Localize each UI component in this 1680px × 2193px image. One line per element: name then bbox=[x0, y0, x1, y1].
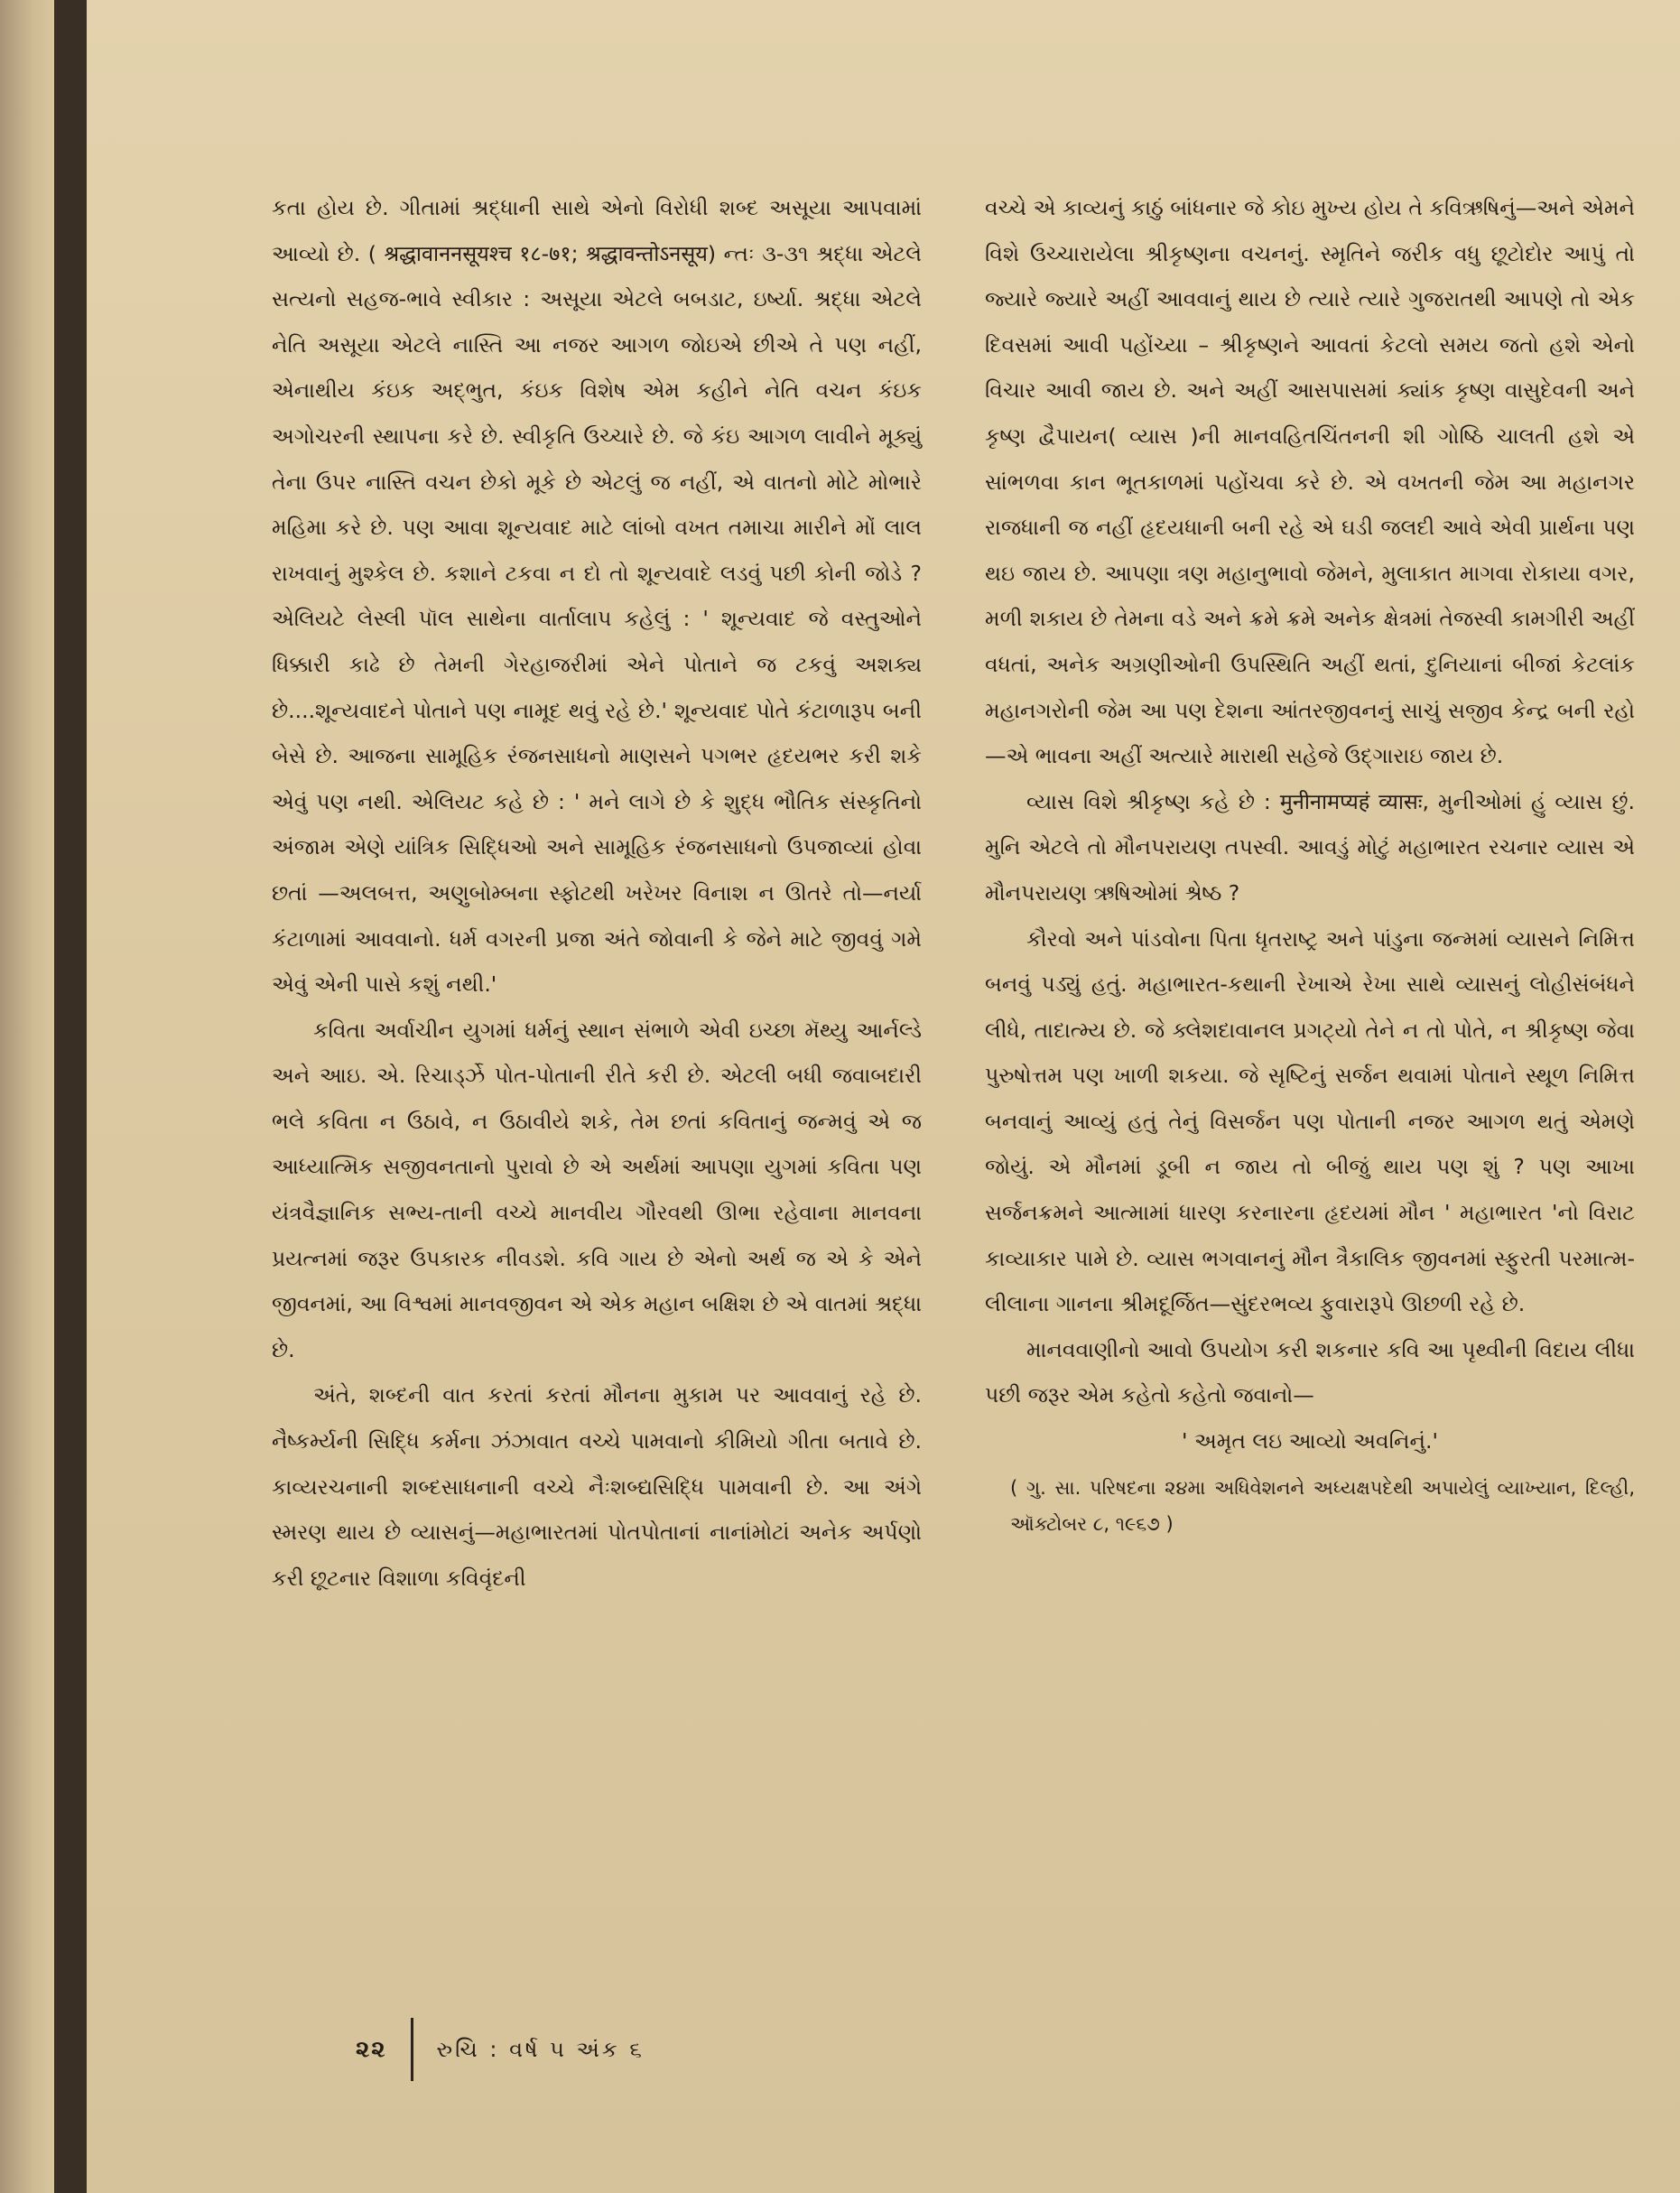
page-edge bbox=[0, 0, 54, 2193]
closing-quote: ' અમૃત લઇ આવ્યો અવનિનું.' bbox=[1182, 1428, 1438, 1454]
left-column bbox=[272, 185, 922, 1601]
paragraph: માનવવાણીનો આવો ઉપયોગ કરી શકનાર કવિ આ પૃથ્વીની વિદાય લીધા પછી જરૂર એમ કહેતો કહેતો જવાનો— bbox=[985, 1336, 1635, 1408]
journal-title: રુચિ : વર્ષ ૫ અંક ૬ bbox=[436, 2037, 645, 2062]
paragraph: કવિતા અર્વાચીન યુગમાં ધર્મનું સ્થાન સંભાળે એવી ઇચ્છા મૅથ્યુ આર્નલ્ડે અને આઇ. એ. રિચાર્ડ્ઝે પોત-પોતાની રીતે કરી છે. એટલી બધી જવાબદારી ભલે કવિતા ન ઉઠાવે, ન ઉઠાવીયે શકે, તેમ છતાં કવિતાનું જન્મવું એ જ આધ્યાત્મિક સજીવનતાનો પુરાવો છે એ અર્થમાં આપણા યુગમાં કવિતા પણ યંત્રવૈજ્ઞાનિક સભ્ય-તાની વચ્ચે માનવીય ગૌરવથી ઊભા રહેવાના માનવના પ્રયત્નમાં જરૂર ઉપકારક નીવડશે. કવિ ગાય છે એનો અર્થ જ એ કે એને જીવનમાં, આ વિશ્વમાં માનવજીવન એ એક મહાન બક્ષિશ છે એ વાતમાં શ્રદ્ધા છે. bbox=[272, 1017, 922, 1362]
paragraph: કૌરવો અને પાંડવોના પિતા ધૃતરાષ્ટ્ર અને પાંડુના જન્મમાં વ્યાસને નિમિત્ત બનવું પડ્યું હતું. મહાભારત-કથાની રેખાએ રેખા સાથે વ્યાસનું લોહીસંબંધને લીધે, તાદાત્મ્ય છે. જે ક્લેશદાવાનલ પ્રગટ્યો તેને ન તો પોતે, ન શ્રીકૃષ્ણ જેવા પુરુષોત્તમ પણ ખાળી શકયા. જે સૃષ્ટિનું સર્જન થવામાં પોતાને સ્થૂળ નિમિત્ત બનવાનું આવ્યું હતું તેનું વિસર્જન પણ પોતાની નજર આગળ થતું એમણે જોયું. એ મૌનમાં ડૂબી ન જાય તો બીજું થાય પણ શું ? પણ આખા સર્જનક્રમને આત્મામાં ધારણ કરનારના હૃદયમાં મૌન ' મહાભારત 'નો વિરાટ કાવ્યાકાર પામે છે. વ્યાસ ભગવાનનું મૌન ત્રૈકાલિક જીવનમાં સ્ફુરતી પરમાત્મ-લીલાના ગાનના શ્રીમદૂર્જિત—સુંદરભવ્ય ફુવારારૂપે ઊછળી રહે છે. bbox=[985, 925, 1635, 1317]
paragraph: કતા હોય છે. ગીતામાં શ્રદ્ધાની સાથે એનો વિરોધી શબ્દ અસૂયા આપવામાં આવ્યો છે. ( श्रद्धावाननसूयश्च १८-७१; श्रद्धावन्तोऽनसूय) ન્તઃ ૩-૩૧ શ્રદ્ધા એટલે સત્યનો સહજ-ભાવે સ્વીકાર : અસૂયા એટલે બબડાટ, ઇર્ષ્યા. શ્રદ્ધા એટલે નેતિ અસૂયા એટલે નાસ્તિ આ નજર આગળ જોઇએ છીએ તે પણ નહીં, એનાથીય કંઇક અદ્ભુત, કંઇક વિશેષ એમ કહીને નેતિ વચન કંઇક અગોચરની સ્થાપના કરે છે. સ્વીકૃતિ ઉચ્ચારે છે. જે કંઇ આગળ લાવીને મૂક્યું તેના ઉપર નાસ્તિ વચન છેકો મૂકે છે એટલું જ નહીં, એ વાતનો મોટે મોભારે મહિમા કરે છે. પણ આવા શૂન્યવાદ માટે લાંબો વખત તમાચા મારીને મોં લાલ રાખવાનું મુશ્કેલ છે. કશાને ટકવા ન દો તો શૂન્યવાદે લડવું પછી કોની જોડે ? એલિયટે લેસ્લી પૉલ સાથેના વાર્તાલાપ કહેલું : ' શૂન્યવાદ જે વસ્તુઓને ધિક્કારી કાઢે છે તેમની ગેરહાજરીમાં એને પોતાને જ ટકવું અશક્ય છે....શૂન્યવાદને પોતાને પણ નામૂદ થવું રહે છે.' શૂન્યવાદ પોતે કંટાળારૂપ બની બેસે છે. આજના સામૂહિક રંજનસાધનો માણસને પગભર હૃદયભર કરી શકે એવું પણ નથી. એલિયટ કહે છે : ' મને લાગે છે કે શુદ્ધ ભૌતિક સંસ્કૃતિનો અંજામ એણે યાંત્રિક સિદ્ધિઓ અને સામૂહિક રંજનસાધનો ઉપજાવ્યાં હોવા છતાં —અલબત્ત, અણુબોમ્બના સ્ફોટથી ખરેખર વિનાશ ન ઊતરે તો—નર્યા કંટાળામાં આવવાનો. ધર્મ વગરની પ્રજા અંતે જોવાની કે જેને માટે જીવવું ગમે એવું એની પાસે કશું નથી.' bbox=[272, 195, 922, 998]
paragraph: વચ્ચે એ કાવ્યનું કાઠું બાંધનાર જે કોઇ મુખ્ય હોય તે કવિઋષિનું—અને એમને વિશે ઉચ્ચારાયેલા શ્રીકૃષ્ણના વચનનું. સ્મૃતિને જરીક વધુ છૂટોદોર આપું તો જ્યારે જ્યારે અહીં આવવાનું થાય છે ત્યારે ત્યારે ગુજરાતથી આપણે તો એક દિવસમાં આવી પહોંચ્યા – શ્રીકૃષ્ણને આવતાં કેટલો સમય જતો હશે એનો વિચાર આવી જાય છે. અને અહીં આસપાસમાં ક્યાંક કૃષ્ણ વાસુદેવની અને કૃષ્ણ દ્વૈપાયન( વ્યાસ )ની માનવહિતચિંતનની શી ગોષ્ઠિ ચાલતી હશે એ સાંભળવા કાન ભૂતકાળમાં પહોંચવા કરે છે. એ વખતની જેમ આ મહાનગર રાજધાની જ નહીં હૃદયધાની બની રહે એ ઘડી જલદી આવે એવી પ્રાર્થના પણ થઇ જાય છે. આપણા ત્રણ મહાનુભાવો જેમને, મુલાકાત માગવા રોકાયા વગર, મળી શકાય છે તેમના વડે અને ક્રમે ક્રમે અનેક ક્ષેત્રમાં તેજસ્વી કામગીરી અહીં વધતાં, અનેક અગ્રણીઓની ઉપસ્થિતિ અહીં થતાં, દુનિયાનાં બીજાં કેટલાંક મહાનગરોની જેમ આ પણ દેશના આંતરજીવનનું સાચું સજીવ કેન્દ્ર બની રહો—એ ભાવના અહીં અત્યારે મારાથી સહેજે ઉદ્ગારાઇ જાય છે. bbox=[985, 195, 1635, 769]
page-number: ૨૨ bbox=[356, 2035, 387, 2063]
footer-divider bbox=[411, 2018, 413, 2081]
paragraph: અંતે, શબ્દની વાત કરતાં કરતાં મૌનના મુકામ પર આવવાનું રહે છે. નૈષ્કર્મ્યની સિદ્ધિ કર્મના ઝંઝાવાત વચ્ચે પામવાનો કીમિયો ગીતા બતાવે છે. કાવ્યરચનાની શબ્દસાધનાની વચ્ચે નૈઃશબ્દ્યસિદ્ધિ પામવાની છે. આ અંગે સ્મરણ થાય છે વ્યાસનું—મહાભારતમાં પોતપોતાનાં નાનાંમોટાં અનેક અર્પણો કરી છૂટનાર વિશાળા કવિવૃંદની bbox=[272, 1382, 922, 1591]
page bbox=[87, 0, 1680, 2193]
source-note: ( ગુ. સા. પરિષદના ૨૪મા અધિવેશનને અધ્યક્ષપદેથી અપાયેલું વ્યાખ્યાન, દિલ્હી, ઑક્ટોબર ૮, ૧૯૬૭ ) bbox=[1010, 1476, 1635, 1535]
page-footer bbox=[356, 2027, 645, 2072]
paragraph: વ્યાસ વિશે શ્રીકૃષ્ણ કહે છે : मुनीनामप्यहं व्यासः, મુનીઓમાં હું વ્યાસ છું. મુનિ એટલે તો મૌનપરાયણ તપસ્વી. આવડું મોટું મહાભારત રચનાર વ્યાસ એ મૌનપરાયણ ઋષિઓમાં શ્રેષ્ઠ ? bbox=[985, 788, 1635, 906]
right-column bbox=[985, 185, 1635, 1542]
